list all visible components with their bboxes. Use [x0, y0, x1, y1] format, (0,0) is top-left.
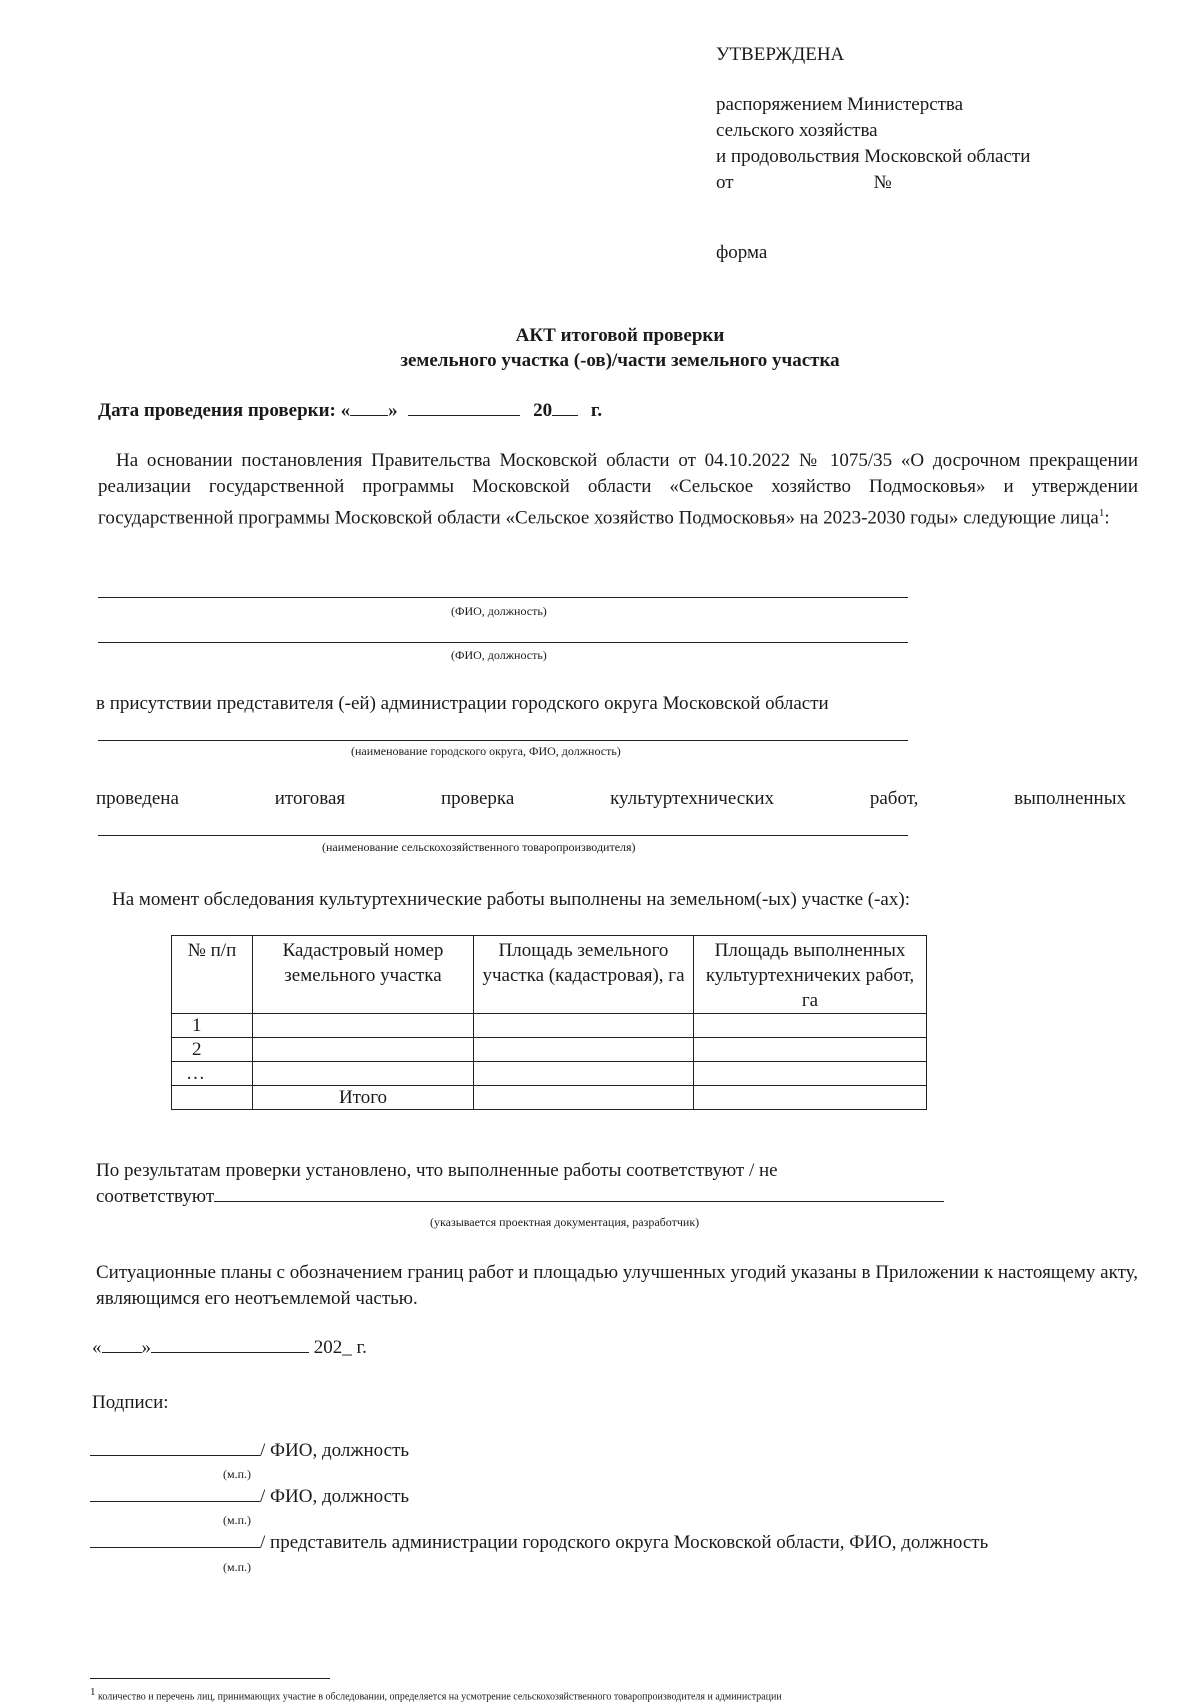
person-line-1[interactable] [98, 597, 908, 598]
col-number-header: № п/п [172, 936, 253, 1014]
presence-text: в присутствии представителя (-ей) администрации городского округа Московской области [96, 693, 829, 714]
col-works-area-header: Площадь выполненных культуртехничеких работ, га [694, 936, 927, 1014]
signature-line-3 [90, 1530, 988, 1554]
area-cell[interactable] [474, 1062, 694, 1086]
table-header-row [172, 936, 927, 1014]
works-area-cell[interactable] [694, 1038, 927, 1062]
presence-line[interactable] [98, 740, 908, 741]
cadastral-cell[interactable] [253, 1038, 474, 1062]
title-line-2: земельного участка (-ов)/части земельного участка [400, 350, 840, 371]
conducted-line [96, 788, 1126, 810]
conducted-word-1: проведена [96, 788, 179, 809]
table-row [172, 1062, 927, 1086]
table-row [172, 1014, 927, 1038]
producer-caption: (наименование сельскохозяйственного товаропроизводителя) [322, 840, 636, 854]
approval-date-number [716, 170, 1030, 196]
conducted-word-3: проверка [440, 788, 515, 809]
check-date-day-field[interactable] [350, 398, 388, 416]
approval-number-label: № [873, 172, 892, 193]
col-cadastral-header: Кадастровый номер земельного участка [253, 936, 474, 1014]
check-date-quote-close: » [388, 400, 398, 421]
survey-intro: На момент обследования культуртехнические работы выполнены на земельном(-ых) участке (-ах): [112, 889, 910, 910]
row-number [172, 1086, 253, 1110]
check-date-year-prefix: 20 [533, 400, 553, 421]
table-row [172, 1038, 927, 1062]
row-number: 2 [172, 1038, 253, 1062]
presence-caption: (наименование городского округа, ФИО, должность) [351, 744, 621, 758]
cadastral-cell[interactable] [253, 1014, 474, 1038]
person-line-2[interactable] [98, 642, 908, 643]
check-date-quote-open: « [340, 400, 351, 421]
plans-paragraph: Ситуационные планы с обозначением границ работ и площадью улучшенных угодий указаны в Приложении к настоящему акту, являющимся его неотъемлемой частью. [96, 1262, 1138, 1309]
area-cell[interactable] [474, 1014, 694, 1038]
signatures-label: Подписи: [92, 1392, 169, 1413]
stamp-label-3: (м.п.) [223, 1560, 252, 1574]
signature-field-3[interactable] [90, 1530, 260, 1548]
row-number: 1 [172, 1014, 253, 1038]
footnote-text: количество и перечень лиц, принимающих участие в обследовании, определяется на усмотрение сельскохозяйственного товаропроизводителя и администрации [98, 1691, 782, 1702]
sign-date-quote-close: » [141, 1337, 151, 1358]
signature-field-1[interactable] [90, 1438, 260, 1456]
stamp-label-1: (м.п.) [223, 1467, 252, 1481]
approval-line-3: и продовольствия Московской области [716, 146, 1031, 167]
approval-from-label: от [716, 172, 734, 193]
approval-line-2: сельского хозяйства [716, 120, 878, 141]
basis-paragraph [98, 448, 1138, 531]
results-line-1: По результатам проверки установлено, что выполненные работы соответствуют / не [96, 1160, 778, 1181]
basis-tail: : [1104, 507, 1110, 529]
check-date [98, 398, 602, 422]
footnote-mark: 1 [90, 1686, 96, 1698]
works-table [171, 935, 927, 1110]
check-date-label: Дата проведения проверки: [98, 400, 336, 421]
signature-line-2 [90, 1484, 409, 1508]
producer-line[interactable] [98, 835, 908, 836]
signature-line-1 [90, 1438, 409, 1462]
conducted-word-6: выполненных [1014, 788, 1126, 809]
sign-date [92, 1335, 367, 1359]
stamp-label-2: (м.п.) [223, 1513, 252, 1527]
sign-date-quote-open: « [92, 1337, 102, 1358]
cadastral-cell[interactable] [253, 1062, 474, 1086]
table-total-row [172, 1086, 927, 1110]
area-cell[interactable] [474, 1038, 694, 1062]
footnote-divider [90, 1678, 330, 1679]
person-caption-2: (ФИО, должность) [451, 648, 547, 662]
conducted-word-5: работ, [869, 788, 919, 809]
project-docs-field[interactable] [214, 1184, 944, 1202]
document-title [0, 323, 1200, 373]
results-line-2-text: соответствуют [96, 1186, 215, 1207]
works-area-total-cell[interactable] [694, 1086, 927, 1110]
sign-date-year: 202_ г. [313, 1337, 367, 1358]
row-number: … [172, 1062, 253, 1086]
title-line-1: АКТ итоговой проверки [515, 325, 725, 346]
sign-date-month-field[interactable] [151, 1335, 309, 1353]
form-label: форма [716, 242, 768, 263]
results-line-2 [96, 1184, 944, 1210]
signature-text-3: / представитель администрации городского округа Московской области, ФИО, должность [260, 1532, 989, 1553]
sign-date-day-field[interactable] [102, 1335, 142, 1353]
check-date-year-field[interactable] [552, 398, 578, 416]
area-total-cell[interactable] [474, 1086, 694, 1110]
footnote [90, 1686, 782, 1702]
works-area-cell[interactable] [694, 1062, 927, 1086]
signature-text-2: / ФИО, должность [260, 1486, 410, 1507]
results-block [96, 1158, 944, 1210]
signature-text-1: / ФИО, должность [260, 1440, 410, 1461]
approval-line-1: распоряжением Министерства [716, 94, 964, 115]
results-caption: (указывается проектная документация, разработчик) [430, 1215, 700, 1229]
approval-block [716, 42, 1030, 266]
check-date-year-suffix: г. [590, 400, 603, 421]
footnote-ref: 1 [1098, 507, 1105, 519]
approval-heading: УТВЕРЖДЕНА [716, 44, 845, 65]
person-caption-1: (ФИО, должность) [451, 604, 547, 618]
signature-field-2[interactable] [90, 1484, 260, 1502]
col-area-header: Площадь земельного участка (кадастровая), га [474, 936, 694, 1014]
total-label: Итого [253, 1086, 474, 1110]
conducted-word-4: культуртехнических [610, 788, 775, 809]
works-area-cell[interactable] [694, 1014, 927, 1038]
basis-text: На основании постановления Правительства Московской области от 04.10.2022 № 1075/35 «О досрочном прекращении реализации государственной программы Московской области «Сельское хозяйство Подмосковья» и утверждении государственной программы Московской области «Сельское хозяйство Подмосковья» на 2023-2030 годы» следующие лица [98, 450, 1138, 529]
conducted-word-2: итоговая [274, 788, 346, 809]
check-date-month-field[interactable] [408, 398, 520, 416]
